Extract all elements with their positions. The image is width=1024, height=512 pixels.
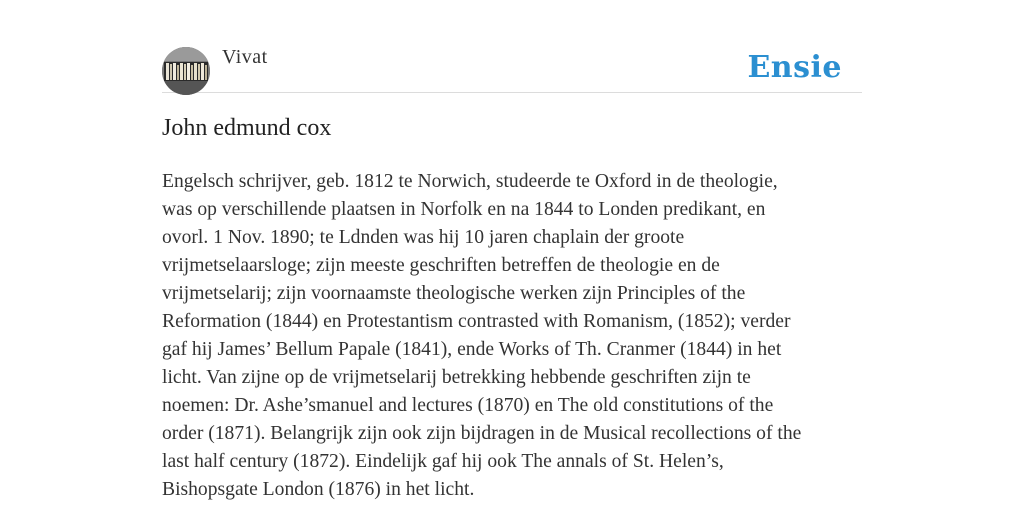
- body-line: vrijmetselarij; zijn voornaamste theologische werken zijn Principles of the: [162, 283, 746, 304]
- body-line: Bishopsgate London (1876) in het licht.: [162, 479, 475, 500]
- body-line: vrijmetselaarsloge; zijn meeste geschriften betreffen de theologie en de: [162, 255, 720, 276]
- body-line: order (1871). Belangrijk zijn ook zijn bijdragen in de Musical recollections of the: [162, 423, 802, 444]
- bookshelf-avatar-icon[interactable]: [162, 47, 210, 95]
- body-line: last half century (1872). Eindelijk gaf hij ook The annals of St. Helen’s,: [162, 451, 724, 472]
- body-line: was op verschillende plaatsen in Norfolk en na 1844 to Londen predikant, en: [162, 199, 766, 220]
- page-title: John edmund cox: [162, 115, 332, 141]
- header: [162, 45, 862, 93]
- body-line: Reformation (1844) en Protestantism contrasted with Romanism, (1852); verder: [162, 311, 791, 332]
- bookshelf-icon: [162, 47, 210, 95]
- article-body: [162, 168, 862, 504]
- body-line: Engelsch schrijver, geb. 1812 te Norwich, studeerde te Oxford in de theologie,: [162, 171, 778, 192]
- site-name[interactable]: Vivat: [222, 46, 268, 68]
- body-line: ovorl. 1 Nov. 1890; te Ldnden was hij 10 jaren chaplain der groote: [162, 227, 685, 248]
- body-line: noemen: Dr. Ashe’smanuel and lectures (1870) en The old constitutions of the: [162, 395, 774, 416]
- body-line: licht. Van zijne op de vrijmetselarij betrekking hebbende geschriften zijn te: [162, 367, 751, 388]
- article-page: [162, 0, 862, 512]
- ensie-logo[interactable]: Ensie: [747, 50, 842, 85]
- body-line: gaf hij James’ Bellum Papale (1841), ende Works of Th. Cranmer (1844) in het: [162, 339, 782, 360]
